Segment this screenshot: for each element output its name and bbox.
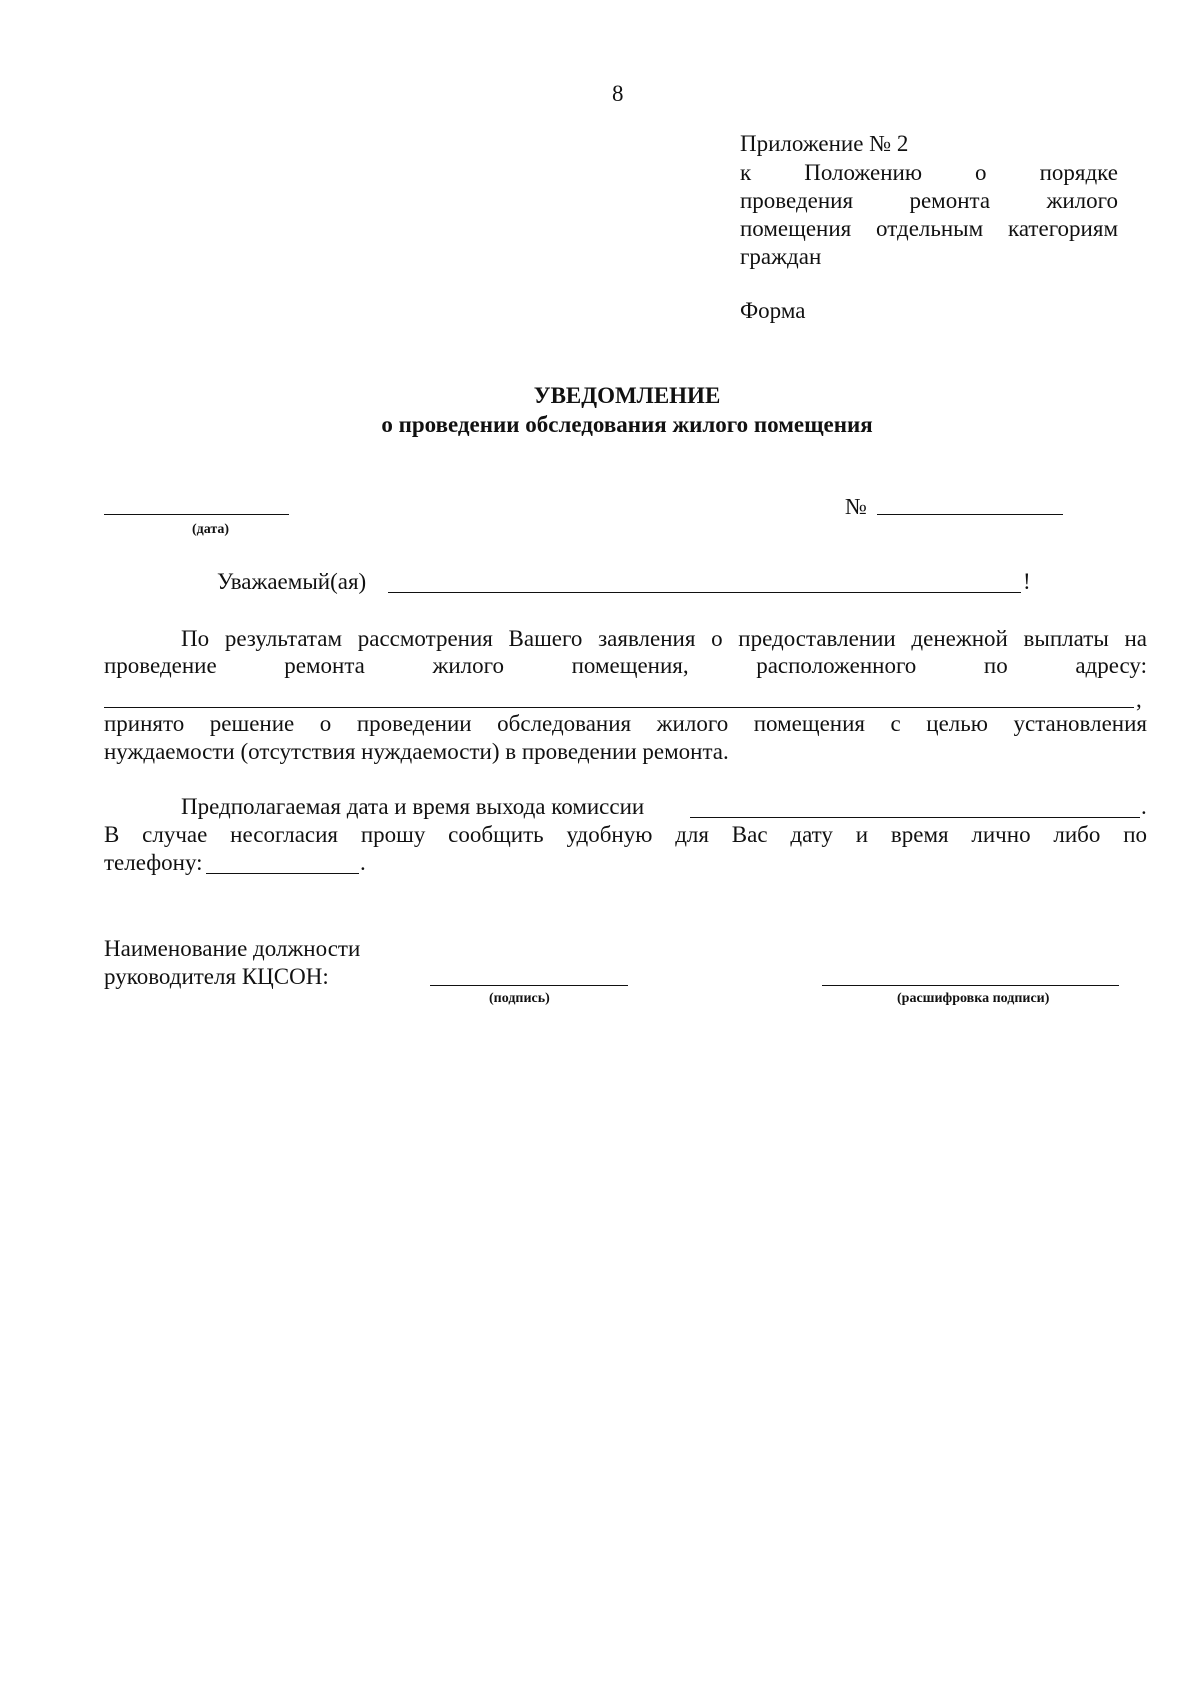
address-field-line[interactable] [104, 707, 1134, 708]
paragraph-1-line-1: По результатам рассмотрения Вашего заявления о предоставлении денежной выплаты на [181, 626, 1147, 651]
phone-label: телефону: [104, 850, 203, 875]
signature-decode-line[interactable] [822, 985, 1119, 986]
appendix-line-1: к Положению о порядке [740, 160, 1118, 185]
number-sign: № [845, 494, 867, 519]
phone-dot: . [360, 850, 366, 875]
appendix-line-2: проведения ремонта жилого [740, 188, 1118, 213]
salutation-exclamation: ! [1023, 569, 1031, 594]
commission-date-dot: . [1141, 794, 1147, 819]
document-title: УВЕДОМЛЕНИЕ [533, 383, 721, 408]
paragraph-1-line-5: нуждаемости (отсутствия нуждаемости) в проведении ремонта. [104, 739, 729, 764]
recipient-name-line[interactable] [388, 592, 1021, 593]
signature-line[interactable] [430, 985, 628, 986]
appendix-line-4: граждан [740, 244, 822, 269]
commission-date-line[interactable] [690, 817, 1140, 818]
paragraph-2-line-2: В случае несогласия прошу сообщить удобную для Вас дату и время лично либо по [104, 822, 1147, 847]
salutation-label: Уважаемый(ая) [217, 569, 367, 594]
date-field-line[interactable] [104, 514, 289, 515]
paragraph-1-line-4: принято решение о проведении обследования жилого помещения с целью установления [104, 711, 1147, 736]
page-number: 8 [612, 81, 624, 106]
document-subtitle: о проведении обследования жилого помещения [381, 412, 873, 437]
form-label: Форма [740, 298, 806, 323]
appendix-title: Приложение № 2 [740, 131, 909, 156]
position-title-line-2: руководителя КЦСОН: [104, 964, 329, 989]
signature-decode-caption: (расшифровка подписи) [897, 991, 1050, 1006]
paragraph-1-line-2: проведение ремонта жилого помещения, расположенного по адресу: [104, 653, 1147, 678]
date-caption: (дата) [192, 522, 230, 537]
paragraph-2-line-1: Предполагаемая дата и время выхода комиссии [181, 794, 645, 819]
number-field-line[interactable] [877, 514, 1063, 515]
address-comma: , [1136, 687, 1142, 712]
phone-field-line[interactable] [206, 873, 359, 874]
signature-caption: (подпись) [489, 991, 550, 1006]
position-title-line-1: Наименование должности [104, 936, 361, 961]
appendix-line-3: помещения отдельным категориям [740, 216, 1118, 241]
